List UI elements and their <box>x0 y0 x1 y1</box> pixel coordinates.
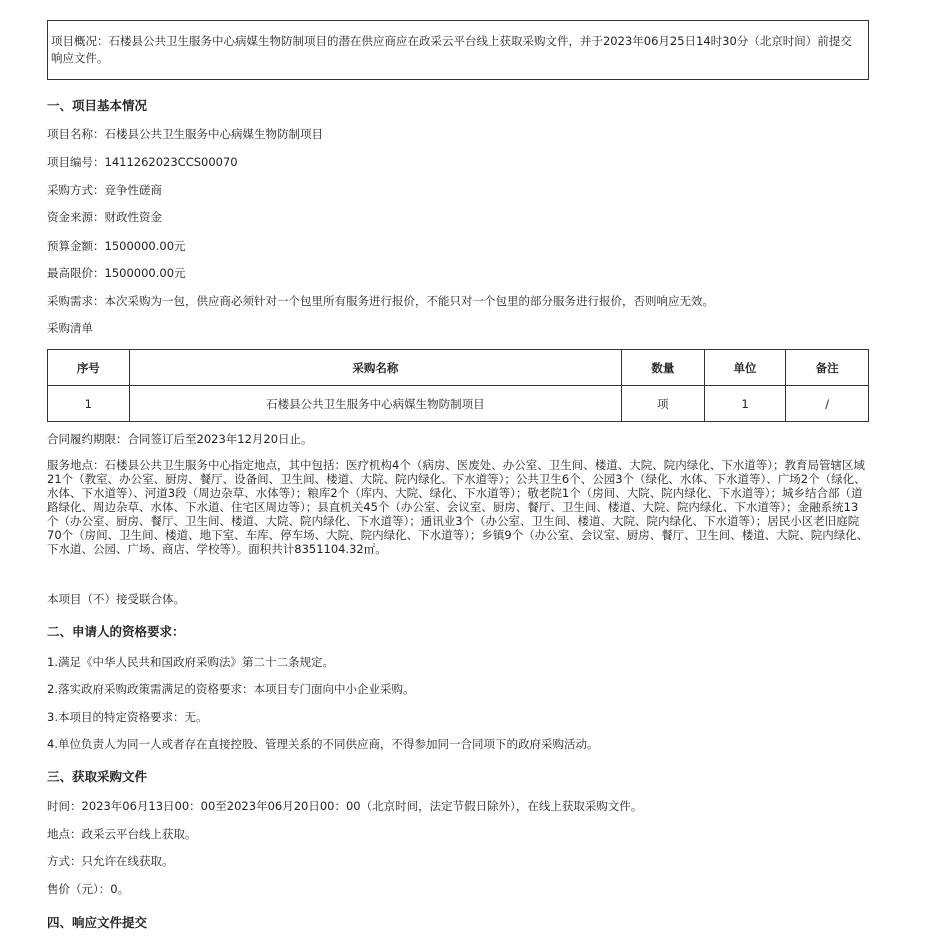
consortium-note: 本项目（不）接受联合体。 <box>47 592 185 606</box>
list-title: 采购清单 <box>47 321 93 335</box>
qualification-item: 3.本项目的特定资格要求：无。 <box>47 710 208 724</box>
acquire-time: 时间：2023年06月13日00：00至2023年06月20日00：00（北京时间，法定节假日除外），在线上获取采购文件。 <box>47 799 643 813</box>
purchase-requirement: 采购需求：本次采购为一包，供应商必须针对一个包里所有服务进行报价，不能只对一个包里的部分服务进行报价，否则响应无效。 <box>47 294 714 308</box>
qualification-item: 1.满足《中华人民共和国政府采购法》第二十二条规定。 <box>47 655 334 669</box>
cell-no: 1 <box>48 386 130 422</box>
header-remark: 备注 <box>786 350 869 386</box>
cell-name: 石楼县公共卫生服务中心病媒生物防制项目 <box>129 386 621 422</box>
budget-amount: 预算金额：1500000.00元 <box>47 239 186 253</box>
overview-box <box>47 20 869 80</box>
acquire-place: 地点：政采云平台线上获取。 <box>47 827 197 841</box>
purchase-list-table <box>47 349 869 422</box>
section2-heading: 二、申请人的资格要求： <box>47 624 185 639</box>
acquire-way: 方式：只允许在线获取。 <box>47 854 174 868</box>
project-name: 项目名称：石楼县公共卫生服务中心病媒生物防制项目 <box>47 127 323 141</box>
header-unit: 单位 <box>704 350 786 386</box>
cell-qty: 项 <box>622 386 705 422</box>
cell-unit: 1 <box>704 386 786 422</box>
max-price: 最高限价：1500000.00元 <box>47 266 186 280</box>
contract-period: 合同履约期限：合同签订后至2023年12月20日止。 <box>47 432 313 446</box>
acquire-price: 售价（元）：0。 <box>47 882 130 896</box>
section4-heading: 四、响应文件提交 <box>47 915 148 930</box>
table-row <box>48 386 869 422</box>
qualification-item: 4.单位负责人为同一人或者存在直接控股、管理关系的不同供应商，不得参加同一合同项下的政府采购活动。 <box>47 737 599 751</box>
document <box>47 20 869 930</box>
header-no: 序号 <box>48 350 130 386</box>
service-location: 服务地点：石楼县公共卫生服务中心指定地点，其中包括：医疗机构4个（病房、医废处、办公室、卫生间、楼道、大院、院内绿化、下水道等）；教育局管辖区域21个（教室、办公室、厨房、餐厅、设备间、卫生间、楼道、大院、院内绿化、下水道等）；公共卫生6个、公园3个（绿化、水体、下水道等）、广场2个（绿化、水体、下水道等）、河道3段（周边杂草、水体等）；粮库2个（库内、大院、绿化、下水道等）；敬老院1个（房间、大院、院内绿化、下水道等）；城乡结合部（道路绿化、周边杂草、水体、下水道、住宅区周边等）；县直机关45个（办公室、会议室、厨房、餐厅、卫生间、楼道、大院、院内绿化、下水道等）；金融系统13个（办公室、厨房、餐厅、卫生间、楼道、大院、院内绿化、下水道等）；通讯业3个（办公室、卫生间、楼道、大院、院内绿化、下水道等）；居民小区老旧庭院70个（房间、卫生间、楼道、地下室、车库、停车场、大院、院内绿化、下水道等）；乡镇9个（办公室、会议室、厨房、餐厅、卫生间、楼道、大院、院内绿化、下水道、公园、广场、商店、学校等）。面积共计8351104.32㎡。 <box>47 458 869 556</box>
funding-source: 资金来源：财政性资金 <box>47 210 162 224</box>
section1-heading: 一、项目基本情况 <box>47 98 148 113</box>
section3-heading: 三、获取采购文件 <box>47 769 148 784</box>
purchase-method: 采购方式：竞争性磋商 <box>47 183 162 197</box>
header-name: 采购名称 <box>129 350 621 386</box>
overview-text: 项目概况：石楼县公共卫生服务中心病媒生物防制项目的潜在供应商应在政采云平台线上获取采购文件，并于2023年06月25日14时30分（北京时间）前提交响应文件。 <box>51 34 852 65</box>
qualification-item: 2.落实政府采购政策需满足的资格要求：本项目专门面向中小企业采购。 <box>47 682 415 696</box>
table-header-row <box>48 350 869 386</box>
project-no: 项目编号：1411262023CCS00070 <box>47 155 238 169</box>
cell-remark: / <box>786 386 869 422</box>
header-qty: 数量 <box>622 350 705 386</box>
